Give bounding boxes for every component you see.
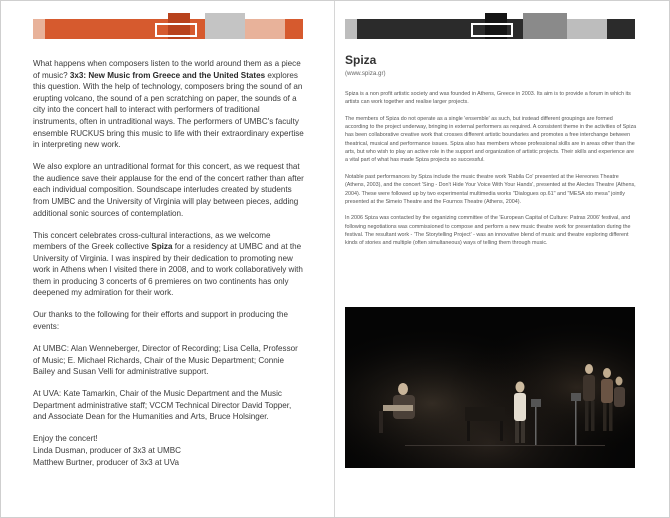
right-header-banner	[345, 13, 635, 39]
thanks-paragraph: Our thanks to the following for their efforts and support in producing the events:	[33, 310, 288, 332]
banner-outline-frame	[471, 23, 513, 37]
left-header-banner	[33, 13, 303, 39]
intro-paragraph: What happens when composers listen to the world around them as a piece of music? 3x3: New Music from Greece and the United States explores this question. With the help of technology, composers bring the sound of an erupting volcano, the sound of a pen scratching on paper, the sounds of a city into the concert hall to interact with performers of traditional instruments, often in untraditional ways. The performers of UMBC's faculty ensemble RUCKUS bring this music to life with their extraordinary expertise in interpreting new work.	[33, 59, 304, 150]
producer-umbc: Linda Dusman, producer of 3x3 at UMBC	[33, 445, 182, 455]
banner-block-mid	[567, 19, 607, 39]
banner-block-light	[345, 19, 357, 39]
signoff: Enjoy the concert!	[33, 434, 98, 444]
stage-photo-illustration	[345, 307, 635, 468]
right-page	[335, 0, 670, 518]
banner-block-light	[33, 19, 45, 39]
performance-photo	[345, 307, 635, 468]
left-body-text	[33, 58, 305, 468]
banner-block-gray	[523, 13, 567, 39]
spiza-url: (www.spiza.gr)	[345, 70, 386, 77]
uva-credits: At UVA: Kate Tamarkin, Chair of the Music Department and the Music Department administrative staff; VCCM Technical Director David Topper, and Associate Dean for the Humanities and Arts, Bruce Holsinger.	[33, 389, 292, 422]
collaboration-paragraph: This concert celebrates cross-cultural interactions, as we welcome members of the Greek collective Spiza for a residency at UMBC and at the University of Virginia. I was inspired by their dedication to promoting new work in Athens when I visited there in 2008, and to work collaboratively with them in producing 3 concerts of 6 premieres on two continents has only deepened my admiration for their work.	[33, 230, 303, 298]
right-body-text	[345, 90, 637, 256]
performances-paragraph: Notable past performances by Spiza include the music theatre work 'Rabila Co' presented at the Hereones Theatre (Athens, 2003), and the concert 'Sing - Don't Hide Your Voice With Your Hands', presented at the Alectes Theatre (Athens, 2004). These were followed up by two experimental multimedia works "Dialogues op.61" and "MESA sto mesa" jointly presented at the Simeio Theatre and the Fournos Theatre (Athens, 2004).	[345, 173, 636, 205]
page-fold	[334, 0, 335, 518]
banner-block-mid	[245, 19, 285, 39]
banner-block-gray	[205, 13, 245, 39]
signature-block	[33, 433, 305, 468]
banner-outline-frame	[155, 23, 197, 37]
spiza-title: Spiza	[345, 53, 377, 67]
producer-uva: Matthew Burtner, producer of 3x3 at UVa	[33, 457, 180, 467]
patras-paragraph: In 2006 Spiza was contacted by the organizing committee of the 'European Capital of Culture: Patras 2006' festival, and following negotiations was commissioned to compose and perform a new music theatre work for presentation during the festival. The resultant work - 'The Storytelling Project' - was an innovative blend of music and theatre exploring different kinds of stories and multiple (often simultaneous) ways of telling them through music.	[345, 215, 631, 247]
umbc-credits: At UMBC: Alan Wenneberger, Director of Recording; Lisa Cella, Professor of Music; E. Michael Richards, Chair of the Music Department; Connie Bailey and Susan Velli for administrative support.	[33, 344, 298, 377]
format-paragraph: We also explore an untraditional format for this concert, as we request that the audience save their applause for the end of the concert rather than after each individual composition. Soundscape interludes created by students from UMBC and the University of Virginia will play between pieces, adding additional sonic sources of contemplation.	[33, 162, 304, 218]
about-paragraph: Spiza is a non profit artistic society and was founded in Athens, Greece in 2003. Its aim is to provide a forum in which its artists can work together and realise larger projects.	[345, 91, 631, 106]
members-paragraph: The members of Spiza do not operate as a single 'ensemble' as such, but instead different groupings are formed according to the project underway, bringing in external performers as required. A consistent theme in the activities of Spiza has been collaborative creative work that crosses different artistic boundaries and promotes a free interchange between theatrical, musical and performance issues. Spiza also has members whose professional skills are in areas other than the arts, but who wish to play an active role in the support and organization of artistic projects. Their skills and experience are a vital part of what has made Spiza projects so successful.	[345, 115, 637, 164]
